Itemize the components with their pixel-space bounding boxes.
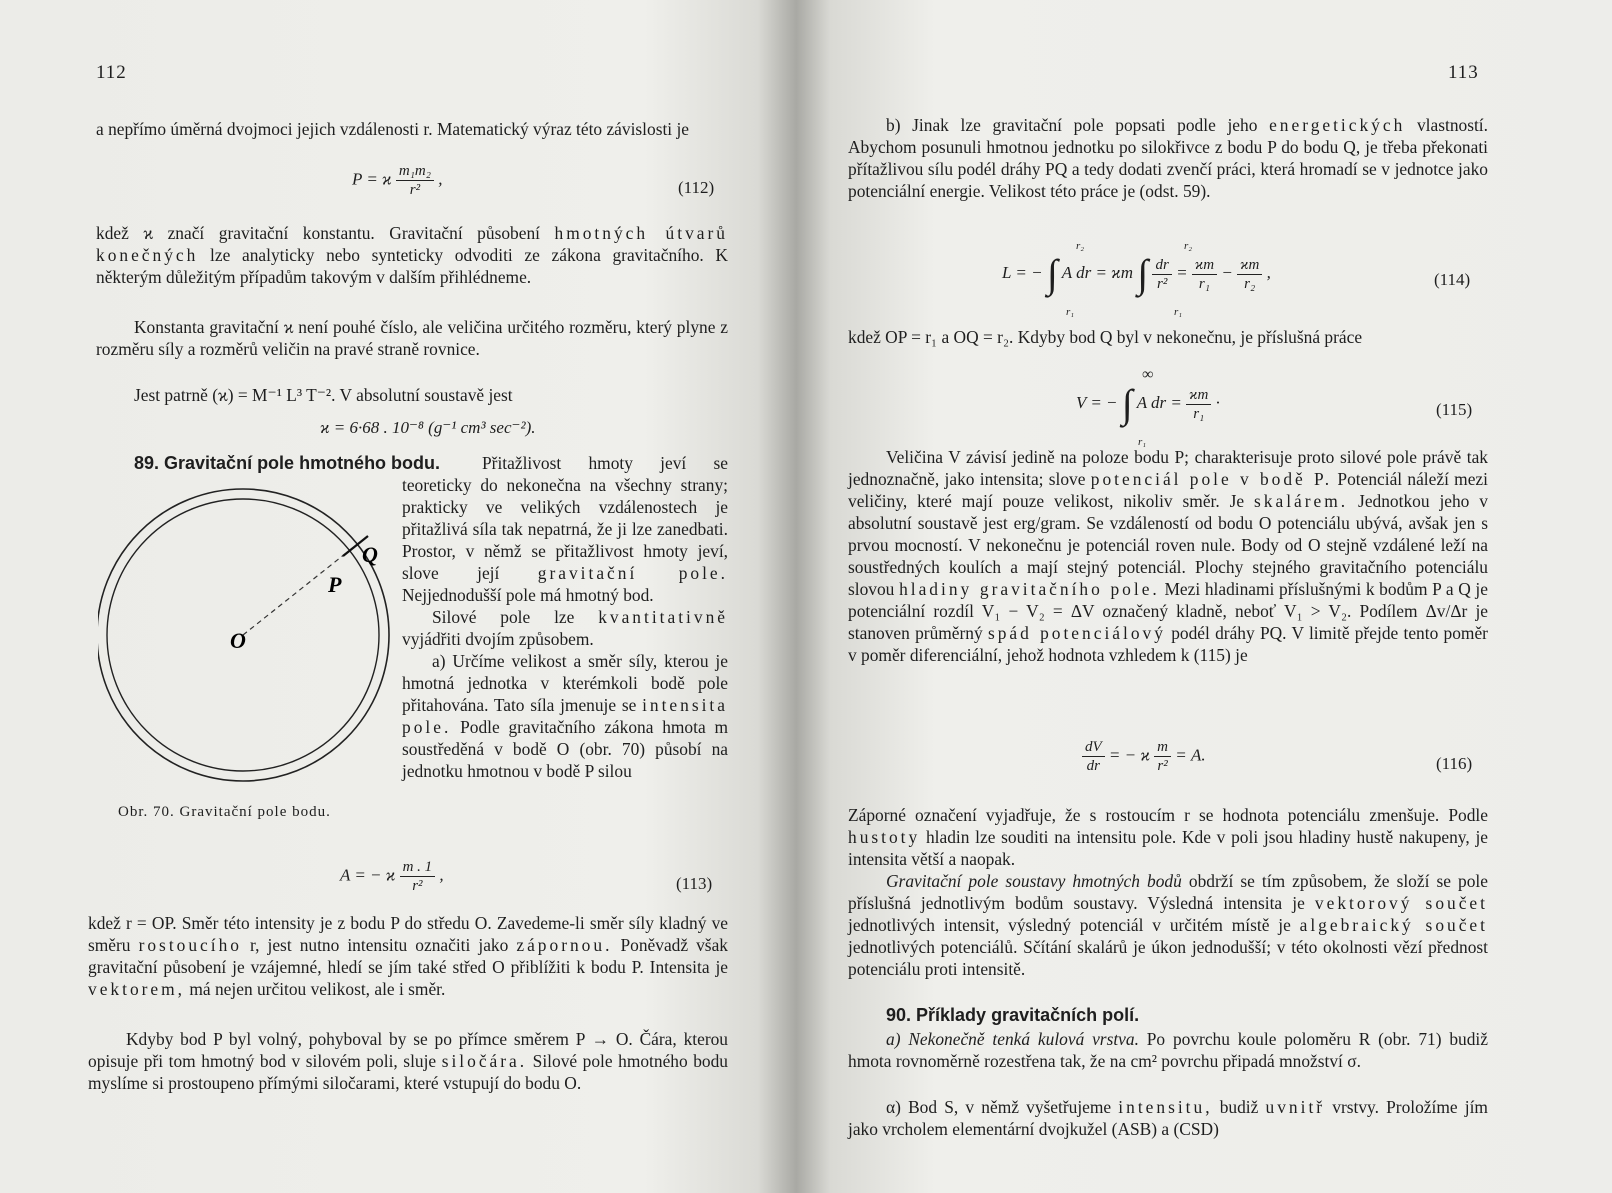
eq115-mid: A dr =: [1136, 392, 1182, 412]
r-p4-text-a: Záporné označení vyjadřuje, že s rostoucím r se hodnota potenciálu zmenšuje. Podle: [848, 805, 1488, 825]
equation-number-112: (112): [678, 178, 715, 197]
equation-113: [340, 858, 444, 895]
r-p7-emphasis-d: uvnitř: [1265, 1097, 1326, 1117]
col-emphasis-e: kvantitativně: [598, 607, 728, 627]
right-page: [806, 0, 1612, 1193]
r-p3-emphasis-f: hladiny gravitačního pole.: [899, 579, 1160, 599]
r-p5-text-f: jednotlivých potenciálů. Sčítání skalárů je úkon jednodušší; v této okolnosti vězí přednost potenciálu proti intensitě.: [848, 937, 1488, 979]
eq114-num1: dr: [1152, 256, 1171, 275]
p5-emphasis-f: vektorem,: [88, 979, 186, 999]
r-p3-emphasis-d: skalárem.: [1254, 491, 1349, 511]
section-89-title: 89. Gravitační pole hmotného bodu.: [134, 453, 441, 473]
eq114-equals: =: [1176, 262, 1188, 282]
r-paragraph-2: kdež OP = r₁ a OQ = r₂. Kdyby bod Q byl v nekonečnu, je příslušná práce: [848, 327, 1363, 347]
eq115-lhs: V = −: [1076, 392, 1118, 412]
r-p5-italic-a: Gravitační pole soustavy hmotných bodů: [886, 871, 1182, 891]
eq114-lower-limit-1: r₁: [1066, 306, 1075, 318]
eq114-tail: ,: [1266, 262, 1271, 282]
eq116-fraction-2: [1154, 738, 1171, 775]
dashed-radius: [243, 542, 360, 635]
eq116-fraction-1: [1082, 738, 1105, 775]
integral-sign-1: ∫: [1046, 251, 1058, 296]
r-p3-text-i: podél dráhy PQ. V limitě přejde tento poměr v poměr diferenciální, jehož hodnota vzhledem k (115) je: [848, 623, 1488, 665]
eq112-fraction: [396, 162, 434, 199]
figure-70: [98, 480, 398, 790]
eq113-lhs: A = − ϰ: [340, 865, 396, 885]
label-o: O: [230, 628, 246, 653]
r-p7-text-e: vrstvy. Proložíme jím jako vrcholem elementární dvojkužel (ASB) a (CSD): [848, 1097, 1488, 1139]
p2-text-c: lze analyticky nebo synteticky odvoditi ze zákona gravitačního. K některým důležitým případům takovým v dalším přihlédneme.: [96, 245, 728, 287]
col-text-c: Nejjednodušší pole má hmotný bod.: [402, 585, 654, 605]
section-89-column: [402, 452, 728, 782]
eq114-upper-limit-2: r₂: [1184, 240, 1193, 252]
p5-text-a: kdež r = OP. Směr této intensity je z bodu P do středu O. Zavedeme-li směr síly kladný ve směru: [88, 913, 728, 955]
eq113-numerator: m . 1: [400, 858, 436, 877]
eq114-fraction-3: [1237, 256, 1262, 293]
eq115-lower-limit: r₁: [1138, 436, 1147, 448]
page-number-left: 112: [96, 62, 127, 83]
eq114-fraction-1: [1152, 256, 1171, 293]
r-p3-text-e: Jednotkou jeho v absolutní soustavě jest erg/gram. Se vzdáleností od bodu O potenciálu ubývá, avšak jen s prvou mocností. V nekonečnu je potenciál roven nule. Body od O stejně vzdálené leží na soustředných koulích a mají stejný potenciál. Plochy stejného gravitačního potenciálu slovou: [848, 491, 1488, 599]
eq116-mid: = − ϰ: [1108, 745, 1150, 765]
p5-emphasis-d: zápornou.: [516, 935, 613, 955]
eq115-fraction: [1186, 386, 1211, 423]
r-p5-text-d: jednotlivých intensit, výsledný potenciál v určitém místě je: [848, 915, 1291, 935]
eq115-upper-limit: ∞: [1142, 366, 1154, 383]
r-paragraph-5: [848, 870, 1488, 980]
equation-112: [352, 162, 442, 199]
r-p5-text-b: obdrží se tím způsobem, že složí se pole příslušná jednotlivým bodům soustavy. Výsledná intensita je: [848, 871, 1488, 913]
p2-text-a: kdež ϰ značí gravitační konstantu. Gravitační působení: [96, 223, 540, 243]
eq114-lhs: L = −: [1002, 262, 1043, 282]
r-paragraph-6: [848, 1028, 1488, 1072]
p5-text-e: Poněvadž však gravitační působení je vzájemné, hledí se jím také střed O přiblížiti k bodu P. Intensita je: [88, 935, 728, 977]
eq112-tail: ,: [438, 169, 443, 189]
equation-number-113: (113): [676, 874, 713, 893]
equation-114: [1002, 251, 1271, 296]
equation-kappa: ϰ = 6·68 . 10⁻⁸ (g⁻¹ cm³ sec⁻²).: [320, 418, 536, 437]
col-emphasis-b: gravitační pole.: [537, 563, 728, 583]
page-number-right: 113: [1448, 62, 1479, 83]
eq116-tail: = A.: [1175, 745, 1206, 765]
eq114-num3: ϰm: [1237, 256, 1262, 275]
eq114-fraction-2: [1192, 256, 1217, 293]
r-p4-emphasis-b: hustoty: [848, 827, 921, 847]
r-paragraph-3: [848, 446, 1488, 666]
paragraph-2: [96, 222, 728, 288]
r-p1-emphasis-b: energetických: [1269, 115, 1406, 135]
eq114-den1: r²: [1156, 275, 1168, 292]
paragraph-6: [88, 1028, 728, 1094]
integral-sign-2: ∫: [1137, 251, 1149, 296]
section-90-heading-line: [886, 1004, 1488, 1026]
col-text-a: Přitažlivost hmoty jeví se teoreticky do nekonečna na všechny strany; prakticky ve velikých vzdálenostech je přitažlivá síla tak nepatrná, že ji lze zanedbati. Prostor, v němž se přitažlivost hmoty jeví, slove její: [402, 453, 728, 583]
eq115-den: r₁: [1193, 405, 1205, 422]
r-paragraph-4: [848, 804, 1488, 870]
eq113-tail: ,: [439, 865, 444, 885]
r-p1-text-a: b) Jinak lze gravitační pole popsati podle jeho: [886, 115, 1258, 135]
r-p3-emphasis-h: spád potenciálový: [987, 623, 1166, 643]
eq116-den2: r²: [1157, 758, 1168, 774]
p6-emphasis-b: siločára.: [441, 1051, 528, 1071]
col-text-f: vyjádřiti dvojím způsobem.: [402, 629, 594, 649]
r-p1-text-c: vlastností. Abychom posunuli hmotnou jednotku po silokřivce z bodu P do bodu Q, je třeba překonati přítažlivou sílu podél dráhy PQ a tedy dodati zvenčí práci, která hromadí se v jednotce jako potenciální energie. Velikost této práce je (odst. 59).: [848, 115, 1488, 201]
equation-116: [1082, 738, 1206, 775]
r-p7-text-c: budiž: [1219, 1097, 1259, 1117]
eq114-num2: ϰm: [1192, 256, 1217, 275]
eq114-den3: r₂: [1244, 275, 1256, 292]
label-q: Q: [362, 542, 378, 567]
left-page: [0, 0, 800, 1193]
p2-emphasis: hmotných útvarů konečných: [96, 223, 728, 265]
col-text-d: Silové pole lze: [432, 607, 575, 627]
p6-text-a: Kdyby bod P byl volný, pohyboval by se po přímce směrem P → O. Čára, kterou opisuje při tom hmotný bod v silovém poli, sluje: [88, 1029, 728, 1071]
r-paragraph-1: [848, 114, 1488, 202]
col-emphasis-h: intensita pole.: [402, 695, 728, 737]
r-p3-text-c: Potenciál náleží mezi veličiny, které mají pouze velikost, nikoliv směr. Je: [848, 469, 1488, 511]
eq114-lower-limit-2: r₁: [1174, 306, 1183, 318]
r-paragraph-7: [848, 1096, 1488, 1140]
figure-caption: Obr. 70. Gravitační pole bodu.: [118, 804, 331, 820]
paragraph-4: Jest patrně (ϰ) = M⁻¹ L³ T⁻². V absolutní soustavě jest: [134, 385, 513, 405]
r-p7-text-a: α) Bod S, v němž vyšetřujeme: [886, 1097, 1112, 1117]
r-p4-text-c: hladin lze souditi na intensitu pole. Kde v poli jsou hladiny hustě nakupeny, je intensita větší a naopak.: [848, 827, 1488, 869]
r-p3-emphasis-b: potenciál pole v bodě P.: [1090, 469, 1333, 489]
r-p5-emphasis-e: algebraický součet: [1299, 915, 1488, 935]
eq115-num: ϰm: [1186, 386, 1211, 405]
eq113-fraction: [400, 858, 436, 895]
col-text-i: Podle gravitačního zákona hmota m soustředěná v bodě O (obr. 70) působí na jednotku hmotnou v bodě P silou: [402, 717, 728, 781]
eq113-denominator: r²: [412, 878, 423, 894]
eq114-den2: r₁: [1198, 275, 1210, 292]
eq112-denominator: r²: [409, 182, 421, 198]
equation-number-114: (114): [1434, 270, 1471, 289]
eq112-numerator: m₁m₂: [396, 162, 434, 181]
r-p6-italic-a: a) Nekonečně tenká kulová vrstva.: [886, 1029, 1139, 1049]
label-p: P: [328, 572, 342, 597]
r-p3-text-a: Veličina V závisí jedině na poloze bodu P; charakterisuje proto silové pole právě tak jednoznačně, jako intensita; slove: [848, 447, 1488, 489]
p5-text-g: má nejen určitou velikost, ale i směr.: [189, 979, 446, 999]
p5-emphasis-b: rostoucího: [138, 935, 242, 955]
integral-sign-3: ∫: [1121, 381, 1133, 426]
equation-number-116: (116): [1436, 754, 1473, 773]
paragraph-3: Konstanta gravitační ϰ není pouhé číslo, ale veličina určitého rozměru, který plyne z rozměru síly a rozměrů veličin na pravé straně rovnice.: [96, 317, 728, 359]
eq114-upper-limit-1: r₂: [1076, 240, 1085, 252]
eq114-minus: −: [1221, 262, 1233, 282]
eq116-num1: dV: [1082, 738, 1105, 757]
eq112-lhs: P = ϰ: [352, 169, 392, 189]
paragraph-5: [88, 912, 728, 1000]
eq114-mid: A dr = ϰm: [1061, 262, 1134, 282]
r-p5-emphasis-c: vektorový součet: [1314, 893, 1488, 913]
r-p3-text-g: Mezi hladinami příslušnými k bodům P a Q je potenciální rozdíl V₁ − V₂ = ΔV označený kladně, neboť V₁ > V₂. Podílem Δv/Δr je stanoven průměrný: [848, 579, 1488, 643]
section-90-title: 90. Příklady gravitačních polí.: [886, 1005, 1140, 1025]
r-p7-emphasis-b: intensitu,: [1118, 1097, 1213, 1117]
paragraph-1: a nepřímo úměrná dvojmoci jejich vzdálenosti r. Matematický výraz této závislosti je: [96, 119, 690, 139]
p5-text-c: r, jest nutno intensitu označiti jako: [250, 935, 509, 955]
equation-115: [1076, 381, 1220, 426]
col-text-g: a) Určíme velikost a směr síly, kterou je hmotná jednotka v kterémkoli bodě pole přitahována. Tato síla jmenuje se: [402, 651, 728, 715]
eq115-tail: ·: [1215, 392, 1220, 412]
equation-number-115: (115): [1436, 400, 1473, 419]
eq116-num2: m: [1154, 738, 1171, 757]
r-p6-text-b: Po povrchu koule poloměru R (obr. 71) budiž hmota rovnoměrně rozestřena tak, že na cm² povrchu připadá množství σ.: [848, 1029, 1488, 1071]
p6-text-c: Silové pole hmotného bodu myslíme si prostoupeno přímými siločarami, které vstupují do bodu O.: [88, 1051, 729, 1093]
eq116-den1: dr: [1086, 758, 1100, 774]
